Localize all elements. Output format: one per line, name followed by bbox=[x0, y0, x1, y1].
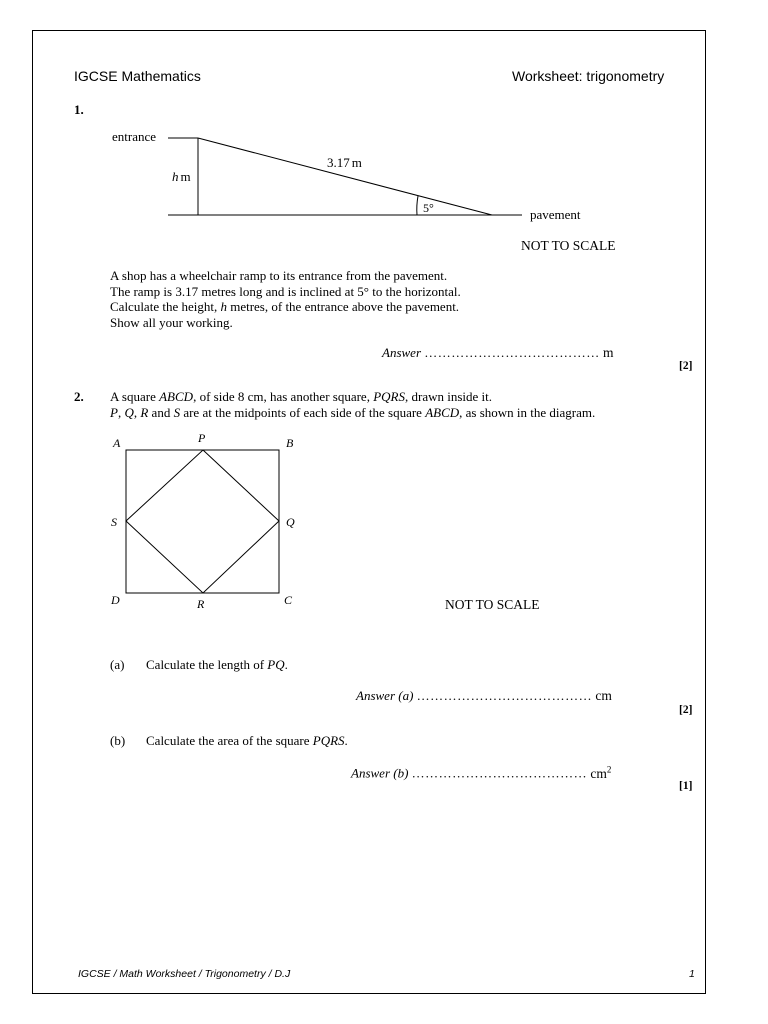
q1-answer-dots: ………………………………… bbox=[424, 345, 600, 360]
q2-intro-line-1: A square ABCD, of side 8 cm, has another square, PQRS, drawn inside it. bbox=[110, 389, 492, 404]
q1-line-1: A shop has a wheelchair ramp to its entrance from the pavement. bbox=[110, 268, 448, 283]
q2b-answer-label: Answer (b) bbox=[351, 765, 409, 781]
vertex-a-label: A bbox=[113, 436, 121, 450]
ramp-length-unit: m bbox=[351, 155, 362, 170]
pavement-label: pavement bbox=[530, 207, 581, 222]
q1-marks: [2] bbox=[679, 360, 693, 372]
square-abcd bbox=[126, 450, 279, 593]
vertex-c-label: C bbox=[284, 593, 293, 607]
square-pqrs bbox=[126, 450, 279, 593]
q2a-text: Calculate the length of PQ. bbox=[146, 657, 288, 672]
q1-line-3: Calculate the height, h metres, of the entrance above the pavement. bbox=[110, 299, 460, 314]
q2b-text: Calculate the area of the square PQRS. bbox=[146, 733, 348, 748]
q2a-answer-unit: cm bbox=[595, 688, 612, 703]
page-number: 1 bbox=[689, 968, 695, 980]
q2a-label: (a) bbox=[110, 657, 125, 672]
ramp-length-value: 3.17 bbox=[327, 155, 350, 170]
q1-answer-label: Answer bbox=[382, 345, 421, 360]
q2b-answer-dots: ………………………………… bbox=[411, 765, 588, 781]
q2-intro-line-2: P, Q, R and S are at the midpoints of each side of the square ABCD, as shown in the diagram. bbox=[110, 404, 596, 420]
q2b-answer-line[interactable] bbox=[351, 764, 611, 782]
q2-not-to-scale: NOT TO SCALE bbox=[445, 597, 540, 612]
q2a-answer-dots: ………………………………… bbox=[416, 688, 593, 703]
height-unit: m bbox=[180, 169, 191, 184]
q2b-marks: [1] bbox=[679, 780, 693, 792]
q1-answer-unit: m bbox=[603, 345, 614, 360]
q2a-answer-label: Answer (a) bbox=[356, 688, 414, 703]
vertex-b-label: B bbox=[286, 436, 294, 450]
header-title: IGCSE Mathematics bbox=[74, 68, 201, 84]
header-worksheet-title: Worksheet: trigonometry bbox=[512, 68, 665, 84]
question-1-number: 1. bbox=[74, 102, 84, 117]
midpoint-s-label: S bbox=[111, 515, 117, 529]
q2a-marks: [2] bbox=[679, 704, 693, 716]
midpoint-r-label: R bbox=[197, 597, 205, 611]
question-2-number: 2. bbox=[74, 389, 84, 404]
q1-not-to-scale: NOT TO SCALE bbox=[521, 238, 616, 253]
q1-line-4: Show all your working. bbox=[110, 314, 233, 330]
midpoint-q-label: Q bbox=[286, 515, 295, 529]
vertex-d-label: D bbox=[111, 593, 120, 607]
q2b-label: (b) bbox=[110, 733, 126, 748]
q2a-answer-line[interactable] bbox=[356, 688, 612, 704]
footer-text: IGCSE / Math Worksheet / Trigonometry / D.J bbox=[78, 968, 291, 980]
midpoint-p-label: P bbox=[198, 431, 206, 445]
entrance-label: entrance bbox=[112, 129, 157, 144]
q1-line-2: The ramp is 3.17 metres long and is inclined at 5° to the horizontal. bbox=[110, 283, 461, 299]
q2b-answer-unit: $cm^2$ bbox=[590, 764, 612, 781]
q2b-answer-unit-sup: 2 bbox=[606, 764, 612, 774]
angle-label: 5° bbox=[423, 201, 434, 215]
height-var: h bbox=[172, 169, 179, 184]
